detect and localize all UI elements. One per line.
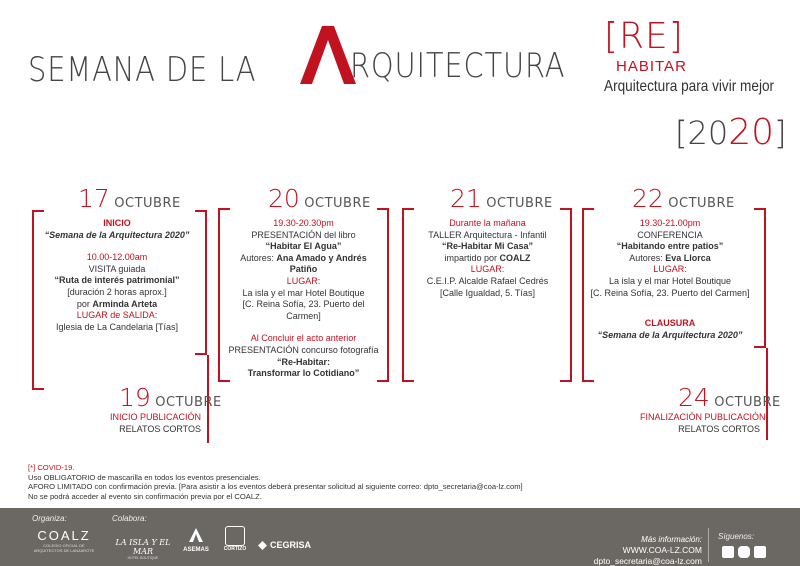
iglesia: Iglesia de La Candelaria [Tías] bbox=[55, 321, 179, 332]
impartido-coalz: COALZ bbox=[499, 252, 531, 263]
hora-20: 19.30-20.30pm bbox=[273, 218, 334, 228]
transformar-title: Transformar lo Cotidiano” bbox=[247, 368, 360, 379]
asemas-text: ASEMAS bbox=[183, 547, 209, 553]
hotel: La isla y el mar Hotel Boutique bbox=[608, 275, 732, 286]
lugar-label: LUGAR: bbox=[470, 264, 505, 275]
day-number: 19 bbox=[119, 383, 151, 412]
day-month: OCTUBRE bbox=[714, 395, 781, 410]
day-number: 22 bbox=[632, 184, 664, 213]
ceip: C.E.I.P. Alcalde Rafael Cedrés bbox=[426, 275, 549, 286]
hora-22: 19.30-21.00pm bbox=[639, 218, 701, 228]
direccion: [C. Reina Sofía, 23. Puerto del Carmen] bbox=[242, 299, 365, 321]
lugar-label: LUGAR: bbox=[286, 275, 321, 286]
note-19 bbox=[105, 412, 201, 435]
isla-text: LA ISLA Y EL MAR bbox=[115, 538, 171, 556]
instagram-icon[interactable] bbox=[738, 546, 750, 558]
year-2020 bbox=[675, 112, 787, 153]
conferencia-title: “Habitando entre patios” bbox=[616, 241, 724, 252]
note-24 bbox=[640, 412, 766, 435]
cegrisa-logo bbox=[258, 538, 318, 552]
calle: [Calle Igualdad, 5. Tías] bbox=[440, 287, 535, 298]
cegrisa-icon bbox=[258, 541, 267, 550]
footer-divider bbox=[708, 528, 709, 562]
presentacion-label: PRESENTACIÓN del libro bbox=[251, 229, 356, 240]
website-link[interactable]: WWW.COA-LZ.COM bbox=[622, 545, 702, 555]
ruta-title: “Ruta de interés patrimonial” bbox=[54, 275, 180, 286]
day-17-heading bbox=[78, 184, 181, 213]
year-20a: 20 bbox=[687, 114, 729, 152]
title-a-logo-icon bbox=[300, 26, 356, 84]
title-left: SEMANA DE LA bbox=[28, 50, 257, 90]
libro-title: “Habitar El Agua” bbox=[265, 241, 342, 252]
day-number: 24 bbox=[678, 383, 710, 412]
hotel: La isla y el mar Hotel Boutique bbox=[242, 287, 365, 298]
day-number: 17 bbox=[78, 184, 110, 213]
covid-mark: [*] bbox=[28, 463, 36, 472]
inicio-label: INICIO bbox=[103, 218, 131, 228]
autores-22: Eva Llorca bbox=[665, 252, 711, 263]
lugar-salida-label: LUGAR de SALIDA: bbox=[76, 310, 158, 321]
day-month: OCTUBRE bbox=[114, 196, 181, 211]
clausura-title: “Semana de la Arquitectura 2020” bbox=[597, 329, 743, 340]
day-19-heading bbox=[119, 383, 222, 412]
concurso-label: concurso fotografía bbox=[301, 344, 379, 355]
footer bbox=[0, 508, 800, 566]
asemas-icon bbox=[189, 528, 203, 542]
email-link[interactable]: dpto_secretaria@coa-lz.com bbox=[593, 556, 702, 566]
autor-17: Arminda Arteta bbox=[92, 298, 158, 309]
year-open: [ bbox=[675, 114, 688, 152]
siguenos-label: Síguenos: bbox=[718, 532, 755, 541]
autores-20: Ana Amado y Andrés Patiño bbox=[276, 252, 367, 275]
day-number: 21 bbox=[450, 184, 482, 213]
rehabitar-logo bbox=[604, 16, 775, 95]
autores-label: Autores: bbox=[629, 252, 663, 263]
cegrisa-text: CEGRISA bbox=[270, 540, 312, 550]
coalz-text: COALZ bbox=[37, 528, 91, 543]
event-22 bbox=[590, 218, 750, 341]
impartido-label: impartido por bbox=[444, 252, 497, 263]
event-21 bbox=[410, 218, 565, 299]
duracion: [duración 2 horas aprox.] bbox=[67, 286, 167, 297]
covid-head: COVID-19. bbox=[37, 463, 75, 472]
day-month: OCTUBRE bbox=[155, 395, 222, 410]
bracket-right-17 bbox=[195, 210, 207, 355]
day-number: 20 bbox=[268, 184, 300, 213]
coalz-logo bbox=[30, 528, 98, 560]
rehabitar-casa-title: “Re-Habitar Mi Casa” bbox=[441, 241, 534, 252]
taller-label: TALLER Arquitectura - Infantil bbox=[428, 229, 547, 240]
event-17 bbox=[42, 218, 192, 333]
cortizo-logo bbox=[220, 526, 250, 560]
hora-17: 10.00-12.00am bbox=[86, 252, 148, 263]
re-bracket: [RE] bbox=[604, 16, 684, 57]
isla-subtext: HOTEL BOUTIQUE bbox=[127, 556, 159, 560]
manana-label: Durante la mañana bbox=[449, 218, 526, 228]
day-month: OCTUBRE bbox=[668, 196, 735, 211]
coalz-subtext: COLEGIO OFICIAL DE ARQUITECTOS DE LANZAROTE bbox=[33, 543, 95, 553]
note-19-b: RELATOS CORTOS bbox=[119, 423, 201, 434]
note-19-a: INICIO PUBLICACIÓN bbox=[109, 412, 201, 422]
covid-note bbox=[28, 463, 523, 501]
twitter-icon[interactable] bbox=[754, 546, 766, 558]
rehabitar-title: “Re-Habitar: bbox=[276, 356, 330, 367]
day-21-heading bbox=[450, 184, 553, 213]
day-24-heading bbox=[678, 383, 781, 412]
lugar-label: LUGAR: bbox=[653, 264, 687, 275]
cortizo-icon bbox=[225, 526, 245, 546]
more-info bbox=[594, 534, 702, 566]
title-right: RQUITECTURA bbox=[350, 46, 566, 86]
colabora-label: Colabora: bbox=[112, 514, 147, 523]
conferencia-label: CONFERENCIA bbox=[637, 229, 703, 240]
day-20-heading bbox=[268, 184, 371, 213]
facebook-icon[interactable] bbox=[722, 546, 734, 558]
day-month: OCTUBRE bbox=[486, 196, 553, 211]
event-20 bbox=[226, 218, 381, 380]
year-20b: 20 bbox=[728, 112, 775, 153]
re-habitar: HABITAR bbox=[616, 58, 687, 75]
bracket-spacer bbox=[582, 208, 584, 350]
cortizo-text: CORTIZO bbox=[223, 546, 247, 552]
bracket-right-22 bbox=[754, 208, 766, 348]
note-24-b: RELATOS CORTOS bbox=[678, 423, 760, 434]
autores-label: Autores: bbox=[240, 252, 274, 263]
isla-logo bbox=[112, 538, 174, 558]
clausura-label: CLAUSURA bbox=[644, 318, 696, 329]
por-label: por bbox=[76, 298, 90, 309]
mas-info-label: Más información: bbox=[641, 535, 702, 544]
concluir-label: Al Concluir el acto anterior bbox=[250, 333, 357, 344]
year-close: ] bbox=[774, 114, 787, 152]
visita-label: VISITA guiada bbox=[88, 263, 146, 274]
note-24-a: FINALIZACIÓN PUBLICACIÓN bbox=[640, 412, 766, 422]
day-22-heading bbox=[632, 184, 735, 213]
organiza-label: Organiza: bbox=[32, 514, 67, 523]
covid-line-1: Uso OBLIGATORIO de mascarilla en todos los eventos presenciales. bbox=[28, 472, 261, 482]
day-month: OCTUBRE bbox=[304, 196, 371, 211]
covid-line-3: No se podrá acceder al evento sin confirmación previa por el COALZ. bbox=[28, 491, 262, 501]
presentacion2-label: PRESENTACIÓN bbox=[228, 344, 299, 355]
subtitle: Arquitectura para vivir mejor bbox=[604, 78, 775, 95]
semana-title: “Semana de la Arquitectura 2020” bbox=[44, 229, 190, 240]
asemas-logo bbox=[180, 528, 212, 562]
direccion: [C. Reina Sofía, 23. Puerto del Carmen] bbox=[590, 287, 750, 298]
covid-line-2: AFORO LIMITADO con confirmación previa. [Para asistir a los eventos deberá presentar solicitud al siguiente correo: dpto_secretaria@coa-lz.com] bbox=[28, 482, 523, 491]
